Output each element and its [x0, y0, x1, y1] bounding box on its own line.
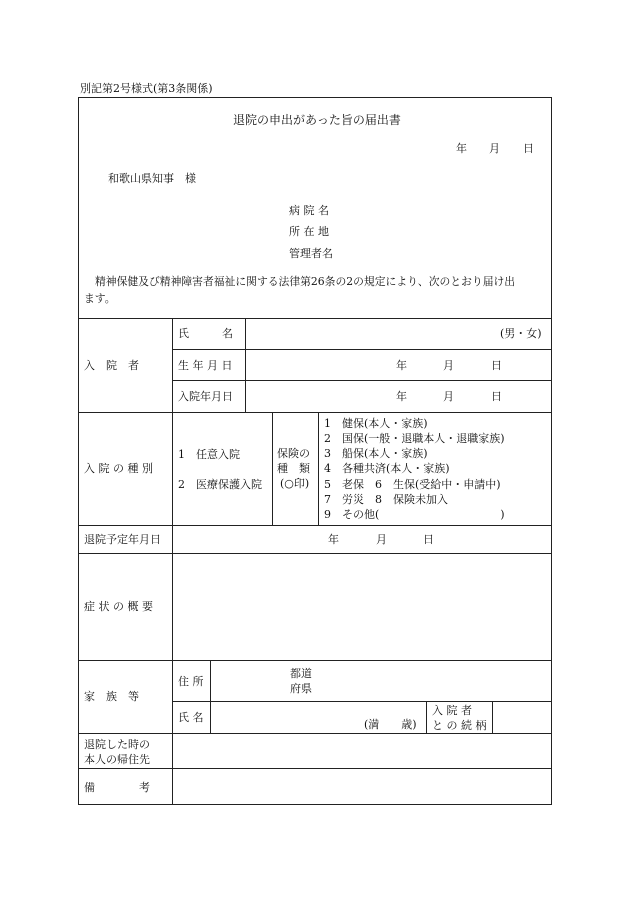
- insurance-option: 9 その他( ): [324, 508, 505, 521]
- rule-type-options: [272, 412, 273, 525]
- inpatient-name-label: 氏 名: [178, 327, 233, 340]
- admission-option-medical: 2 医療保護入院: [178, 478, 262, 491]
- family-address-label: 住 所: [178, 675, 204, 688]
- insurance-option: 2 国保(一般・退職本人・退職家族): [324, 432, 505, 445]
- rule-insurance-label: [318, 412, 319, 525]
- rule-discharge-top: [78, 525, 552, 526]
- birth-day: 日: [491, 359, 502, 372]
- relation-label-1: 入 院 者: [432, 704, 472, 717]
- form-title: 退院の申出があった旨の届出書: [233, 113, 401, 127]
- rule-relation-left: [426, 701, 427, 733]
- inpatient-section-label: 入 院 者: [84, 359, 139, 372]
- birth-year: 年: [396, 359, 407, 372]
- hospital-manager-label: 管理者名: [289, 247, 333, 260]
- relation-label-2: と の 続 柄: [432, 719, 487, 732]
- insurance-option: 1 健保(本人・家族): [324, 417, 428, 430]
- discharge-date-label: 退院予定年月日: [84, 533, 161, 546]
- birth-date-label: 生 年 月 日: [178, 359, 233, 372]
- statement-line-1: 精神保健及び精神障害者福祉に関する法律第26条の2の規定により、次のとおり届け出: [95, 275, 516, 288]
- rule-inpatient-birth: [172, 380, 552, 381]
- birth-month: 月: [443, 359, 454, 372]
- header-year: 年: [456, 142, 467, 155]
- insurance-option: 3 船保(本人・家族): [324, 447, 428, 460]
- insurance-label-1: 保険の: [277, 447, 310, 460]
- statement-line-2: ます。: [84, 292, 116, 305]
- inpatient-sex: (男・女): [500, 327, 542, 340]
- prefecture-line-1: 都道: [290, 667, 312, 680]
- hospital-address-label: 所 在 地: [289, 225, 329, 238]
- symptoms-label: 症 状 の 概 要: [84, 600, 153, 613]
- admission-day: 日: [491, 390, 502, 403]
- rule-remarks-top: [78, 768, 552, 769]
- discharge-month: 月: [376, 533, 387, 546]
- remarks-label: 備 考: [84, 781, 150, 794]
- insurance-label-2: 種 類: [277, 462, 310, 475]
- hospital-name-label: 病 院 名: [289, 204, 329, 217]
- admission-type-label: 入 院 の 種 別: [84, 462, 153, 475]
- rule-inpatient-top: [78, 318, 552, 319]
- insurance-label-3: (○印): [280, 477, 310, 490]
- rule-type-top: [78, 412, 552, 413]
- rule-family-top: [78, 660, 552, 661]
- family-name-label: 氏 名: [178, 711, 204, 724]
- return-address-label-1: 退院した時の: [84, 738, 150, 751]
- return-address-label-2: 本人の帰住先: [84, 753, 150, 766]
- admission-month: 月: [443, 390, 454, 403]
- admission-option-voluntary: 1 任意入院: [178, 448, 240, 461]
- rule-family-sub: [210, 660, 211, 733]
- insurance-option: 5 老保 6 生保(受給中・申請中): [324, 478, 501, 491]
- admission-date-label: 入院年月日: [178, 390, 233, 403]
- rule-inpatient-name: [172, 349, 552, 350]
- insurance-option: 7 労災 8 保険未加入: [324, 493, 448, 506]
- rule-family-mid: [172, 701, 552, 702]
- form-reference: 別記第2号様式(第3条関係): [80, 82, 213, 95]
- addressee: 和歌山県知事 様: [108, 172, 196, 185]
- family-section-label: 家 族 等: [84, 690, 139, 703]
- rule-relation-right: [492, 701, 493, 733]
- rule-label-column: [172, 318, 173, 805]
- discharge-day: 日: [423, 533, 434, 546]
- prefecture-line-2: 府県: [290, 682, 312, 695]
- header-day: 日: [523, 142, 534, 155]
- insurance-option: 4 各種共済(本人・家族): [324, 462, 450, 475]
- rule-inpatient-sub: [245, 318, 246, 412]
- header-month: 月: [489, 142, 500, 155]
- discharge-year: 年: [328, 533, 339, 546]
- family-age: (満 歳): [364, 718, 417, 731]
- admission-year: 年: [396, 390, 407, 403]
- rule-symptoms-top: [78, 553, 552, 554]
- rule-return-top: [78, 733, 552, 734]
